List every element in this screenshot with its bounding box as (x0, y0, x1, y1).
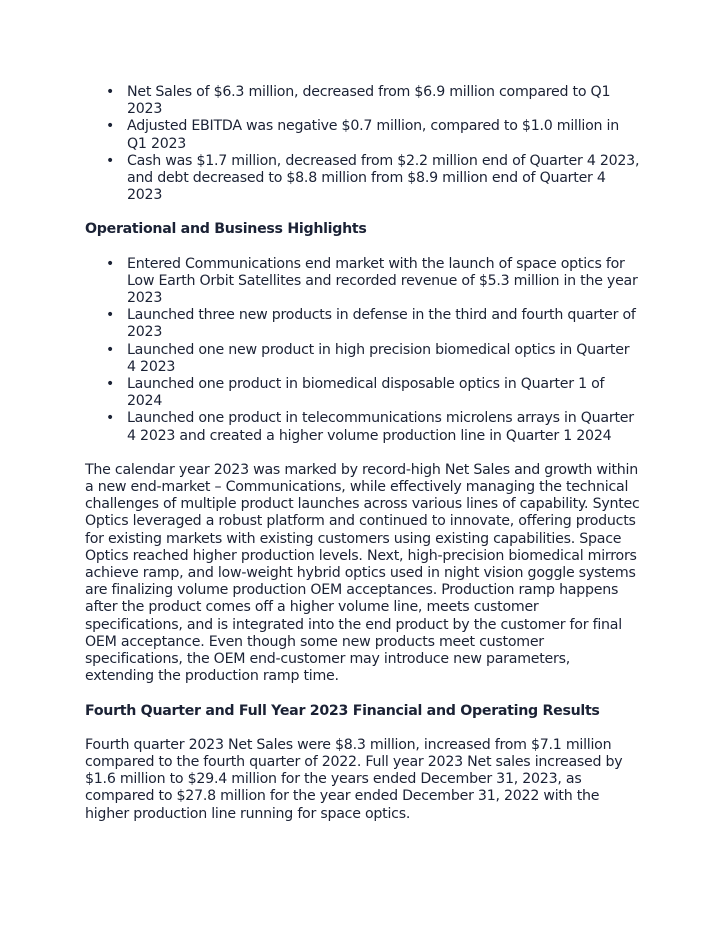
document-page (85, 84, 640, 823)
list-item: • Adjusted EBITDA was negative $0.7 million, compared to $1.0 million in Q1 2023 (127, 118, 640, 152)
list-item: • Cash was $1.7 million, decreased from $2.2 million end of Quarter 4 2023, and debt decreased to $8.8 million from $8.9 million end of Quarter 4 2023 (127, 153, 640, 205)
list-item: • Launched one new product in high precision biomedical optics in Quarter 4 2023 (127, 342, 640, 376)
summary-bullet-list (85, 84, 640, 204)
overview-paragraph: The calendar year 2023 was marked by record-high Net Sales and growth within a new end-market – Communications, while effectively managing the technical challenges of multiple product launches across various lines of capability. Syntec Optics leveraged a robust platform and continued to innovate, offering products for existing markets with existing customers using existing capabilities. Space Optics reached higher production levels. Next, high-precision biomedical mirrors achieve ramp, and low-weight hybrid optics used in night vision goggle systems are finalizing volume production OEM acceptances. Production ramp happens after the product comes off a higher volume line, meets customer specifications, and is integrated into the end product by the customer for final OEM acceptance. Even though some new products meet customer specifications, the OEM end-customer may introduce new parameters, extending the production ramp time. (85, 461, 640, 685)
list-item: • Entered Communications end market with the launch of space optics for Low Earth Orbit Satellites and recorded revenue of $5.3 million in the year 2023 (127, 256, 640, 308)
section-heading-operational: Operational and Business Highlights (85, 221, 367, 238)
list-item: • Launched one product in telecommunications microlens arrays in Quarter 4 2023 and created a higher volume production line in Quarter 1 2024 (127, 410, 640, 444)
operational-bullet-list (85, 256, 640, 445)
section-heading-results: Fourth Quarter and Full Year 2023 Financial and Operating Results (85, 702, 600, 719)
list-item: • Net Sales of $6.3 million, decreased from $6.9 million compared to Q1 2023 (127, 84, 640, 118)
list-item: • Launched three new products in defense in the third and fourth quarter of 2023 (127, 307, 640, 341)
list-item: • Launched one product in biomedical disposable optics in Quarter 1 of 2024 (127, 376, 640, 410)
results-paragraph: Fourth quarter 2023 Net Sales were $8.3 million, increased from $7.1 million compared to the fourth quarter of 2022. Full year 2023 Net sales increased by $1.6 million to $29.4 million for the years ended December 31, 2023, as compared to $27.8 million for the year ended December 31, 2022 with the higher production line running for space optics. (85, 736, 623, 822)
